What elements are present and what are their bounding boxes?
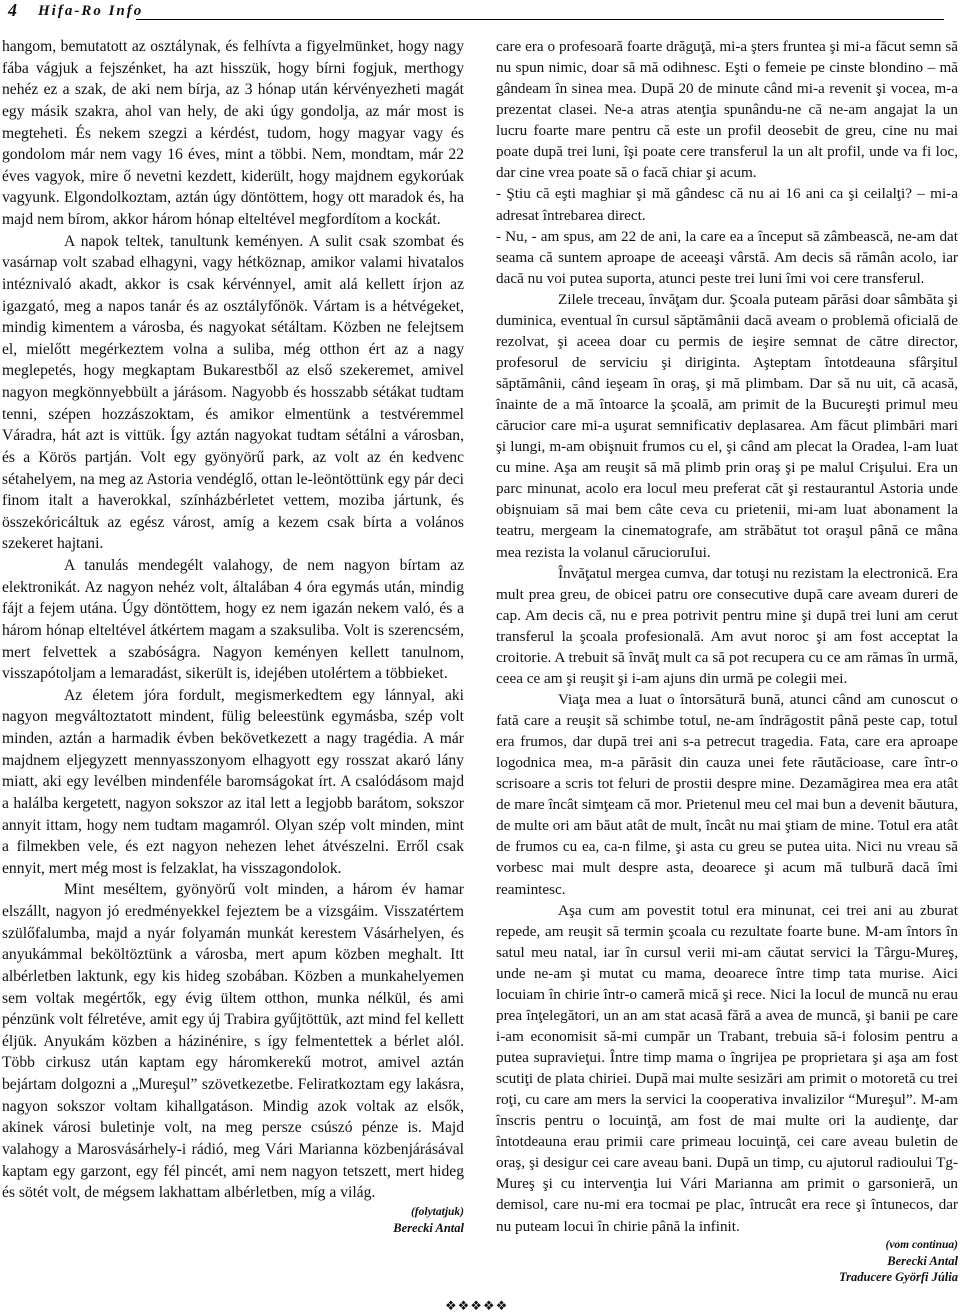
paragraph: Zilele treceau, învăţam dur. Şcoala puteam părăsi doar sâmbăta şi duminica, eventual în cursul săptămânii dacă aveam o problemă oficială de rezolvat, şi aceea doar cu permis de ieşire semnat de către director, profesorul de serviciu şi diriginta. Aşteptam întotdeauna sfârşitul săptămânii, când ieşeam în oraş, şi mă plimbam. Dar să nu uit, că acasă, înainte de a mă întoarce la şcoală, am primit de la Bucureşti primul meu cărucior care mi-a uşurat semnificativ deplasarea. Am făcut plimbări mari şi lungi, m-am obişnuit frumos cu el, şi când am plecat la Oradea, l-am luat cu mine. Aşa am reuşit să mă plimb prin oraş şi pe malul Crişului. Era un parc minunat, acolo era locul meu preferat căt şi restaurantul Astoria unde obişnuiam să mai bem câte ceva cu prietenii, mi-am luat abonament la teatru, mergeam la cinematografe, am străbătut tot oraşul până ce mâna mea rezista la volanul cărucioruIui. <box>496 290 958 561</box>
paragraph: Aşa cum am povestit totul era minunat, cei trei ani au zburat repede, am reuşit să termin şcoala cu rezultate foarte bune. M-am întors în satul meu natal, iar în cursul verii mi-am căutat servici la Târgu-Mureş, unde ne-am şi mutat cu mama, deoarece între timp tata murise. Aici locuiam în chirie într-o cameră mică şi rece. Nici la locul de muncă nu erau prea înţelegători, un an am stat acasă fără a avea de muncă, şi banii pe care i-am economisit să-mi cumpăr un Trabant, trebuia să-i folosim pentru a putea supravieţui. Între timp mama o îngrijea pe proprietara şi aşa am fost scutiţi de plata chiriei. După mai multe sesizări am primit o motoretă cu trei roţi, cu care am mers la servici la cooperativa invalizilor “Mureşul”. M-am înscris pentru o locuinţă, am fost de mai multe ori la audienţe, dar întotdeauna erau primii care primeau locuinţă, cei care aveau buletin de oraş, şi desigur cei care aveau bani. După un timp, cu ajutorul radioului Tg-Mureş şi cu intervenţia lui Vári Marianna am primit o garsonieră, un demisol, care nu-mi era tocmai pe plac, întrucât era rece şi întunecos, dar nu puteam locui în chirie până la infinit. <box>496 901 958 1235</box>
to-be-continued: (vom continua) <box>885 1238 958 1251</box>
hungarian-signature <box>2 1204 464 1236</box>
hungarian-column <box>2 36 464 1236</box>
page-number: 4 <box>8 0 17 20</box>
header-rule <box>136 19 944 20</box>
romanian-column <box>496 36 958 1285</box>
paragraph: - Ştiu că eşti maghiar şi mă gândesc că nu ai 16 ani ca şi ceilalţi? – mi-a adresat întrebarea direct. <box>496 185 958 224</box>
paragraph: Învăţatul mergea cumva, dar totuşi nu rezistam la electronică. Era mult prea greu, de obicei patru ore consecutive după care aveam dureri de cap. Am decis că, nu e prea potrivit pentru mine şi după trei luni am cerut transferul la şcoala profesională. Am avut noroc şi am fost acceptat la croitorie. A trebuit să învăţ mult ca să pot recupera cu ce am rămas în urmă, ceea ce am şi reuşit şi i-am ajuns din urmă pe colegii mei. <box>496 564 958 687</box>
romanian-paragraphs <box>496 36 958 1237</box>
paragraph: A tanulás mendegélt valahogy, de nem nagyon bírtam az elektronikát. Az nagyon nehéz volt, általában 4 óra egymás után, mindig fájt a fejem utána. Úgy döntöttem, hogy ez nem igazán nekem való, és a három hónap elteltével átkértem magam a szaksuliba. Volt is szerencsém, mert felvettek a szabóságra. Nagyon keményen kellett tanulnom, visszapótoljam a lemaradást, sikerült is, idejében utolértem a többieket. <box>2 557 464 683</box>
paragraph: care era o profesoară foarte drăguţă, mi-a şters fruntea şi mi-a făcut semn să nu spun nimic, doar să mă odihnesc. Eşti o femeie pe cinste blondino – mă gândeam în sinea mea. După 20 de minute când mi-a revenit şi vocea, m-a prezentat clasei. Ne-a atras atenţia spunându-ne că ne-am angajat la un lucru foarte mare pentru că este un profil deosebit de greu, cine nu mai poate după trei luni, îşi poate cere transferul la un alt profil, unde va fi loc, dar cine vrea poate să o facă chiar şi acum. <box>496 38 958 182</box>
page-header <box>4 0 952 24</box>
hungarian-paragraphs <box>2 36 464 1204</box>
author-name: Berecki Antal <box>887 1253 958 1268</box>
paragraph: - Nu, - am spus, am 22 de ani, la care ea a început să zâmbească, ne-am dat seama că suntem aproape de aceeaşi vârstă. Am decis să rămân acolo, iar dacă nu voi putea suporta, atunci peste trei luni îmi voi cere transferul. <box>496 227 958 287</box>
ornament-divider: ❖❖❖❖❖ <box>445 1298 509 1313</box>
paragraph: Az életem jóra fordult, megismerkedtem egy lánnyal, aki nagyon megváltoztatott mindent, fülig beleestünk egymásba, szép volt minden, aztán a harmadik évben bekövetkezett a nagy tragédia. A már majdnem eljegyzett mennyasszonyom elhagyott egy rosszat akaró lány miatt, aki egy levélben mindenféle baromságokat írt. A csalódásom majd a halálba kergetett, nagyon sokszor az ital lett a legjobb barátom, sokszor annyit ittam, hogy nem tudtam magamról. Olyan szép volt minden, mint a filmekben vele, és ezt nagyon nehezen lehet átvészelni. Erről csak ennyit, mert még most is felzaklat, ha visszagondolok. <box>2 686 464 877</box>
author-name: Berecki Antal <box>393 1220 464 1235</box>
translator-name: Traducere Györfi Júlia <box>839 1269 958 1284</box>
paragraph: A napok teltek, tanultunk keményen. A sulit csak szombat és vasárnap volt szabad elhagyni, vagy hétköznap, amikor valami hivatalos intéznivaló akadt, akkor is csak kérvénnyel, amit alá kellett írjon az igazgató, meg a napos tanár és az osztályfőnök. Vártam is a hétvégeket, mindig kimentem a városba, és nagyokat sétáltam. Közben ne felejtsem el, mielőtt megérkeztem volna a suliba, még otthon ért az a nagy meglepetés, hogy megkaptam Bukarestből az első szekeremet, amivel nagyon megkönnyebbült a járásom. Nagyobb és hosszabb sétákat tudtam tenni, szépen hozzászoktam, és amikor elmentünk a testvéremmel Váradra, hát azt is vittük. Így aztán nagyokat tudtam sétálni a városban, és a Körös partján. Volt egy gyönyörű park, az volt az én kedvenc sétahelyem, na meg az Astoria vendéglő, ottan le-leöntöttünk egy pár deci finom italt a haverokkal, színházbérletet vettem, moziba jártunk, és összekóricáltuk az egész várost, amíg a kezem csak bírta a volános szekeret hajtani. <box>2 232 464 553</box>
romanian-signature <box>496 1237 958 1285</box>
paragraph: hangom, bemutatott az osztálynak, és felhívta a figyelmünket, hogy nagy fába vágjuk a fejszénket, ha azt hisszük, hogy bírni fogjuk, merthogy nehéz ez a szak, de aki nem bírja, az 3 hónap után kérvényezheti magát egy másik szakra, ahol van hely, de aki úgy gondolja, az már most is megteheti. És nekem szegzi a kérdést, tudom, hogy magyar vagy és gondolom már nem vagy 16 éves, mint a többi. Nem, mondtam, már 22 éves vagyok, mire ő nevetni kezdett, kiderült, hogy majdnem egykorúak vagyunk. Elgondolkoztam, aztán úgy döntöttem, hogy ott maradok és, ha majd nem bírom, akkor három hónap elteltével megfordítom a kockát. <box>2 38 464 228</box>
to-be-continued: (folytatjuk) <box>410 1205 464 1218</box>
paragraph: Mint meséltem, gyönyörű volt minden, a három év hamar elszállt, nagyon jó eredményekkel fejeztem be a vizsgáim. Visszatértem szülőfalumba, majd a nyár folyamán munkát kerestem Vásárhelyen, és anyukámmal beköltöztünk a városba, mert apum közben meghalt. Itt albérletben laktunk, egy kis hideg szobában. Közben a munkahelyemen sem voltak megértők, egy évig ültem otthon, munka nélkül, és ami pénzünk volt félretéve, amit egy új Trabira gyűjtöttük, azt mind fel kellett éljük. Anyukám közben a házinénire, s így felmentettek a bérlet alól. Több cirkusz után kaptam egy háromkerekű motrot, amivel aztán bejártam dolgozni a „Mureşul” szövetkezetbe. Feliratkoztam egy lakásra, nagyon sokszor voltam kihallgatáson. Mindig azok voltak az elsők, akinek városi buletinje volt, na meg persze csúszó pénze is. Majd valahogy a Marosvásárhely-i rádió, meg Vári Marianna közbenjárásával kaptam egy garzont, egy fél pincét, ami nem nagyon tetszett, mert hideg és sötét volt, de mégsem lakhattam albérletben, míg a világ. <box>2 881 464 1202</box>
publication-title: Hifa-Ro Info <box>38 3 144 19</box>
paragraph: Viaţa mea a luat o întorsătură bună, atunci când am cunoscut o fată care a reuşit să schimbe totul, ne-am îndrăgostit până peste cap, totul era frumos, dar după trei ani s-a petrecut tragedia. Fata, care era aproape logodnica mea, m-a părăsit din cauza unei fete răutăcioase, care într-o scrisoare a scris tot feluri de prostii despre mine. Dezamăgirea mea era atât de mare încât simţeam că mor. Prietenul meu cel mai bun a devenit băutura, de multe ori am băut atât de mult, încât nu mai ştiam de mine. Totul era atât de frumos cu ea, ca-n filme, şi asta cu greu se putea uita. Nici nu vreau să vorbesc mai mult despre asta, deoarece şi acum mă tulbură dacă îmi reamintesc. <box>496 690 958 898</box>
